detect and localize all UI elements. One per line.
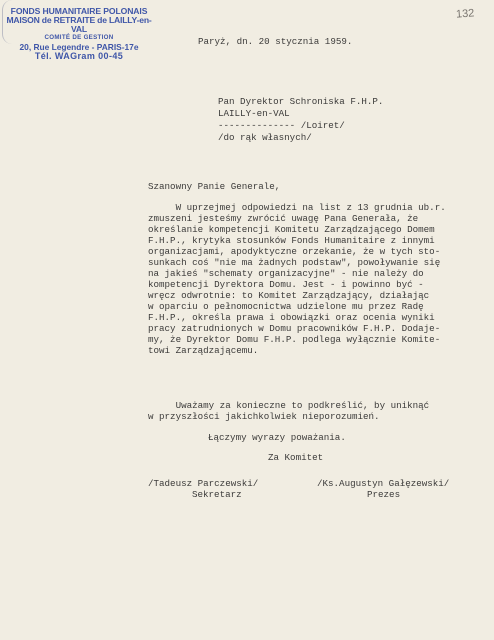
stamp-org-name: FONDS HUMANITAIRE POLONAIS — [10, 6, 148, 16]
signatory-title: Prezes — [367, 489, 401, 500]
salutation: Szanowny Panie Generale, — [148, 181, 281, 192]
stamp-phone: Tél. WAGram 00-45 — [34, 51, 124, 62]
letterhead-stamp — [6, 7, 152, 62]
closing-line: Łączymy wyrazy poważania. — [208, 432, 346, 443]
signature-block-president — [317, 478, 449, 500]
stamp-house-name: MAISON de RETRAITE de LAILLY-en-VAL — [6, 15, 152, 35]
address-line: Pan Dyrektor Schroniska F.H.P. — [218, 96, 384, 107]
signatory-name: /Tadeusz Parczewski/ — [148, 478, 259, 489]
address-line: LAILLY-en-VAL — [218, 108, 290, 119]
stamp-committee: COMITÉ DE GESTION — [44, 34, 114, 42]
body-paragraph-1: W uprzejmej odpowiedzi na list z 13 grudnia ub.r. zmuszeni jesteśmy zwrócić uwagę Pana Generała, że określanie kompetencji Komitetu Zarządzającego Domem F.H.P., krytyka stosunków Fonds Humanitaire z innymi organizacjami, apodyktyczne orzekanie, że w tych sto- sunkach coś "nie ma żadnych podstaw", powoływanie się na jakieś "schematy organizacyjne" - nie należy do kompetencji Dyrektora Domu. Jest - i powinno być - wręcz odwrotnie: to Komitet Zarządzający, działając w oparciu o pełnomocnictwa udzielone mu przez Radę F.H.P., określa prawa i obowiązki oraz ocenia wyniki pracy zatrudnionych w Domu pracowników F.H.P. Dodaje- my, że Dyrektor Domu F.H.P. podlega wyłącznie Komite- towi Zarządzającemu. — [148, 202, 446, 356]
address-line: -------------- /Loiret/ — [218, 120, 345, 131]
letter-date: Paryż, dn. 20 stycznia 1959. — [198, 36, 353, 47]
signatory-title: Sekretarz — [192, 489, 242, 500]
recipient-address — [218, 96, 383, 144]
body-paragraph-2: Uważamy za konieczne to podkreślić, by uniknąć w przyszłości jakichkolwiek nieporozumień. — [148, 400, 430, 422]
signature-block-secretary — [148, 478, 258, 500]
committee-line: Za Komitet — [268, 452, 324, 463]
page-number: 132 — [455, 7, 475, 21]
signatory-name: /Ks.Augustyn Gałęzewski/ — [317, 478, 450, 489]
address-line: /do rąk własnych/ — [218, 132, 312, 143]
stamp-address: 20, Rue Legendre - PARIS-17e — [19, 41, 139, 52]
